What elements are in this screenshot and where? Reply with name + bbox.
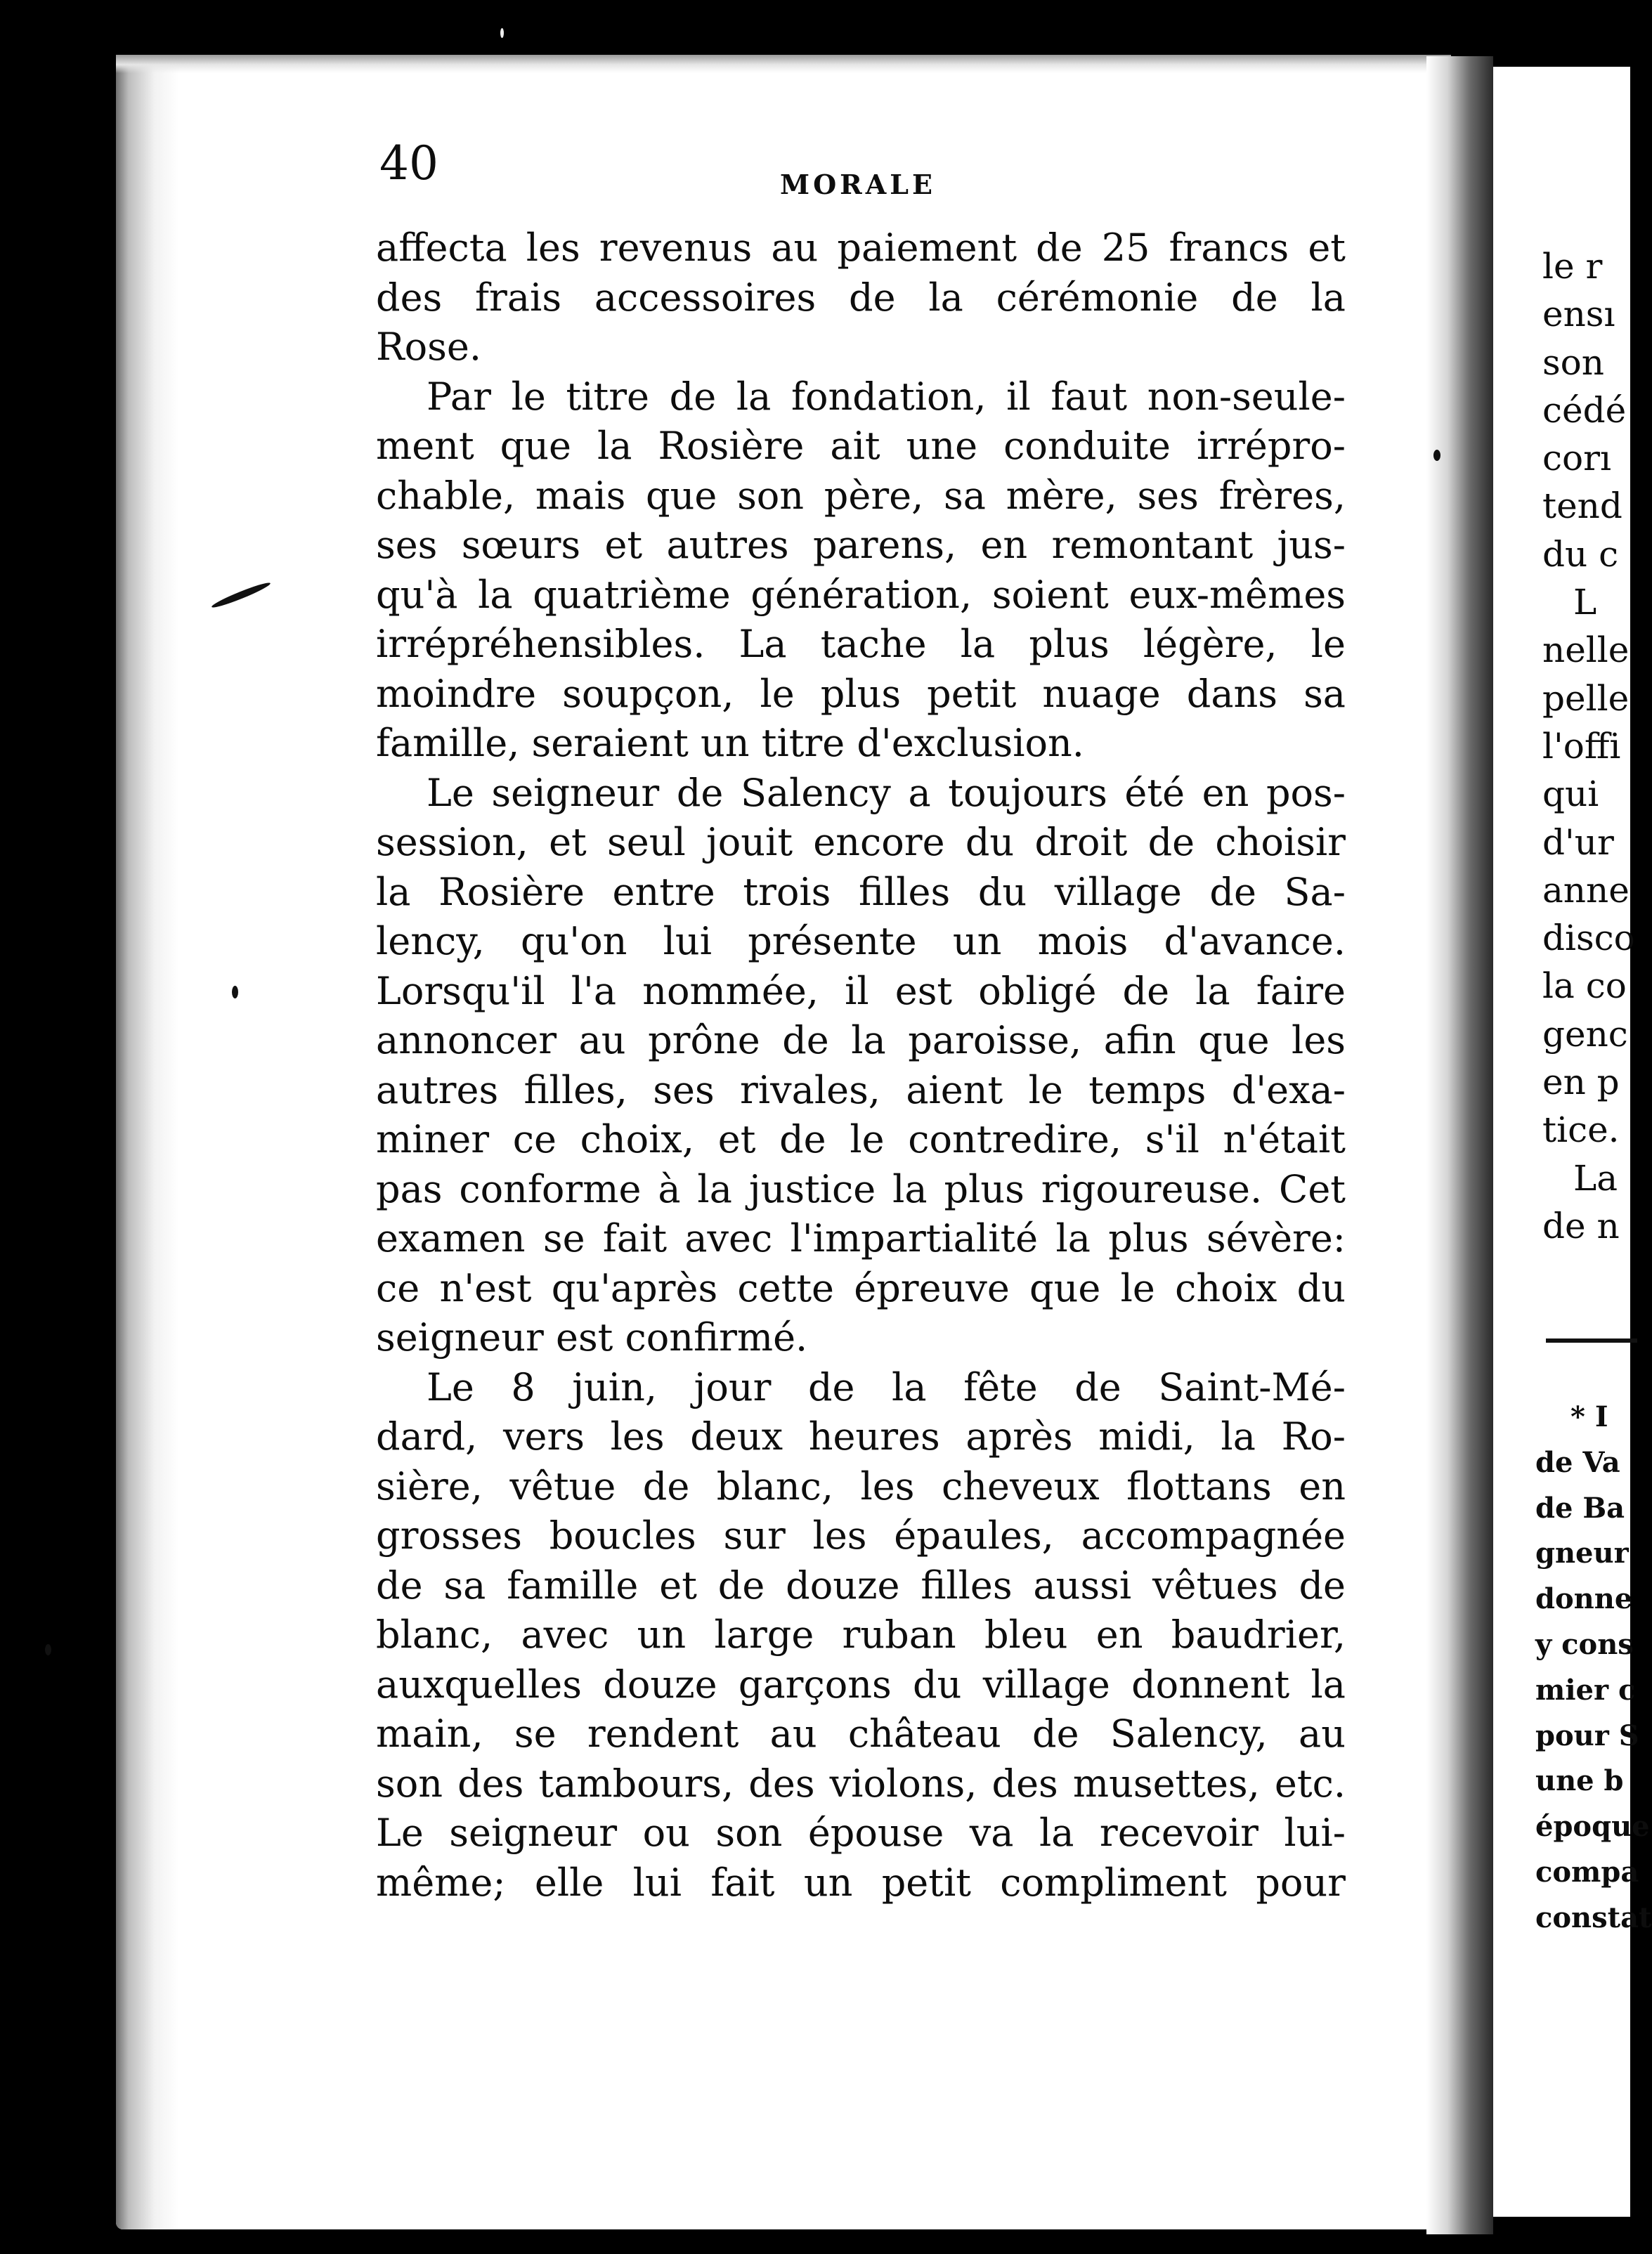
running-head: MORALE — [780, 169, 936, 200]
top-page-edge-shadow — [116, 55, 1451, 73]
right-text-line: disco — [1542, 918, 1635, 959]
text-line: des frais accessoires de la cérémonie de la — [376, 275, 1346, 320]
text-line: irrépréhensibles. La tache la plus légère, le — [376, 622, 1346, 666]
footnote-line: compa — [1535, 1855, 1639, 1889]
text-line: Rose. — [376, 325, 482, 369]
footnote-line: donne — [1535, 1582, 1633, 1616]
book-gutter — [1426, 56, 1493, 2234]
text-line: la Rosière entre trois filles du village de Sa- — [376, 869, 1346, 914]
footnote-line: gneur — [1535, 1537, 1629, 1570]
ink-speck — [45, 1644, 51, 1655]
right-text-line: pelle — [1542, 677, 1630, 719]
right-text-line: qui — [1542, 774, 1599, 815]
text-line: qu'à la quatrième génération, soient eux-mêmes — [376, 572, 1346, 617]
text-line: annoncer au prône de la paroisse, afin que les — [376, 1018, 1346, 1062]
text-line: lency, qu'on lui présente un mois d'avance. — [376, 919, 1346, 963]
right-text-line: tice. — [1542, 1109, 1620, 1151]
right-text-line: tend — [1542, 486, 1622, 527]
right-text-line: son — [1542, 341, 1604, 383]
footnote-line: une b — [1535, 1764, 1624, 1798]
text-line: grosses boucles sur les épaules, accompagnée — [376, 1513, 1346, 1558]
text-line: miner ce choix, et de le contredire, s'il n'était — [376, 1117, 1346, 1161]
text-line: main, se rendent au château de Salency, au — [376, 1712, 1346, 1756]
scan-speck — [500, 28, 504, 38]
right-text-line: du c — [1542, 533, 1619, 575]
right-text-line: ensı — [1542, 294, 1615, 335]
footnote-rule — [1546, 1338, 1637, 1343]
right-text-line: de n — [1542, 1205, 1620, 1246]
text-line: moindre soupçon, le plus petit nuage dans sa — [376, 671, 1346, 716]
right-text-line: nelle — [1542, 630, 1630, 671]
text-line: Le seigneur de Salency a toujours été en pos- — [427, 770, 1346, 815]
right-page-footnote — [1535, 1395, 1652, 1941]
footnote-line: pour S — [1535, 1719, 1639, 1752]
right-text-line: en p — [1542, 1062, 1620, 1103]
text-line: blanc, avec un large ruban bleu en baudrier, — [376, 1613, 1346, 1657]
text-line: pas conforme à la justice la plus rigoureuse. Cet — [376, 1166, 1346, 1211]
footnote-line: y cons — [1535, 1627, 1634, 1661]
text-line: famille, seraient un titre d'exclusion. — [376, 721, 1084, 765]
text-line: ce n'est qu'après cette épreuve que le choix du — [376, 1265, 1346, 1310]
right-page-text — [1542, 242, 1641, 1250]
right-text-line: le r — [1542, 246, 1603, 287]
ink-speck — [1433, 450, 1440, 461]
text-line: session, et seul jouit encore du droit de choisir — [376, 820, 1346, 864]
right-text-line: corı — [1542, 438, 1611, 479]
text-line: Le seigneur ou son épouse va la recevoir lui- — [376, 1811, 1346, 1855]
text-line: Par le titre de la fondation, il faut non-seule- — [427, 374, 1346, 419]
text-line: son des tambours, des violons, des musettes, etc. — [376, 1761, 1346, 1806]
text-line: sière, vêtue de blanc, les cheveux flottans en — [376, 1464, 1346, 1509]
text-line: dard, vers les deux heures après midi, la Ro- — [376, 1414, 1346, 1459]
footnote-line: constat — [1535, 1901, 1652, 1934]
text-line: examen se fait avec l'impartialité la plus sévère: — [376, 1216, 1346, 1260]
footnote-line: de Ba — [1535, 1491, 1625, 1525]
text-line: Lorsqu'il l'a nommée, il est obligé de la faire — [376, 968, 1346, 1013]
text-line: Le 8 juin, jour de la fête de Saint-Mé- — [427, 1364, 1346, 1409]
right-text-line: L — [1573, 582, 1597, 623]
left-page-edge-shadow — [116, 55, 179, 2229]
right-text-line: l'offi — [1542, 725, 1621, 767]
footnote-line: mier c — [1535, 1673, 1636, 1707]
right-text-line: la co — [1542, 965, 1627, 1007]
text-line: chable, mais que son père, sa mère, ses frères, — [376, 473, 1346, 518]
right-text-line: La — [1573, 1157, 1618, 1199]
footnote-line: époque — [1535, 1810, 1650, 1844]
text-line: même; elle lui fait un petit compliment pour — [376, 1860, 1346, 1905]
right-text-line: anne — [1542, 869, 1630, 911]
text-line: seigneur est confirmé. — [376, 1315, 808, 1360]
text-line: auxquelles douze garçons du village donnent la — [376, 1662, 1346, 1707]
text-line: ment que la Rosière ait une conduite irrépro- — [376, 424, 1346, 468]
body-text — [376, 223, 1346, 1908]
right-text-line: d'ur — [1542, 821, 1614, 863]
ink-speck — [232, 986, 238, 998]
page-number: 40 — [379, 136, 438, 190]
text-line: autres filles, ses rivales, aient le temps d'exa- — [376, 1067, 1346, 1112]
right-text-line: cédé — [1542, 389, 1627, 431]
right-text-line: genc — [1542, 1013, 1628, 1055]
footnote-line: * I — [1570, 1400, 1608, 1433]
text-line: affecta les revenus au paiement de 25 francs et — [376, 226, 1346, 270]
text-line: de sa famille et de douze filles aussi vêtues de — [376, 1563, 1346, 1608]
footnote-line: de Va — [1535, 1445, 1620, 1479]
text-line: ses sœurs et autres parens, en remontant jus- — [376, 523, 1346, 567]
